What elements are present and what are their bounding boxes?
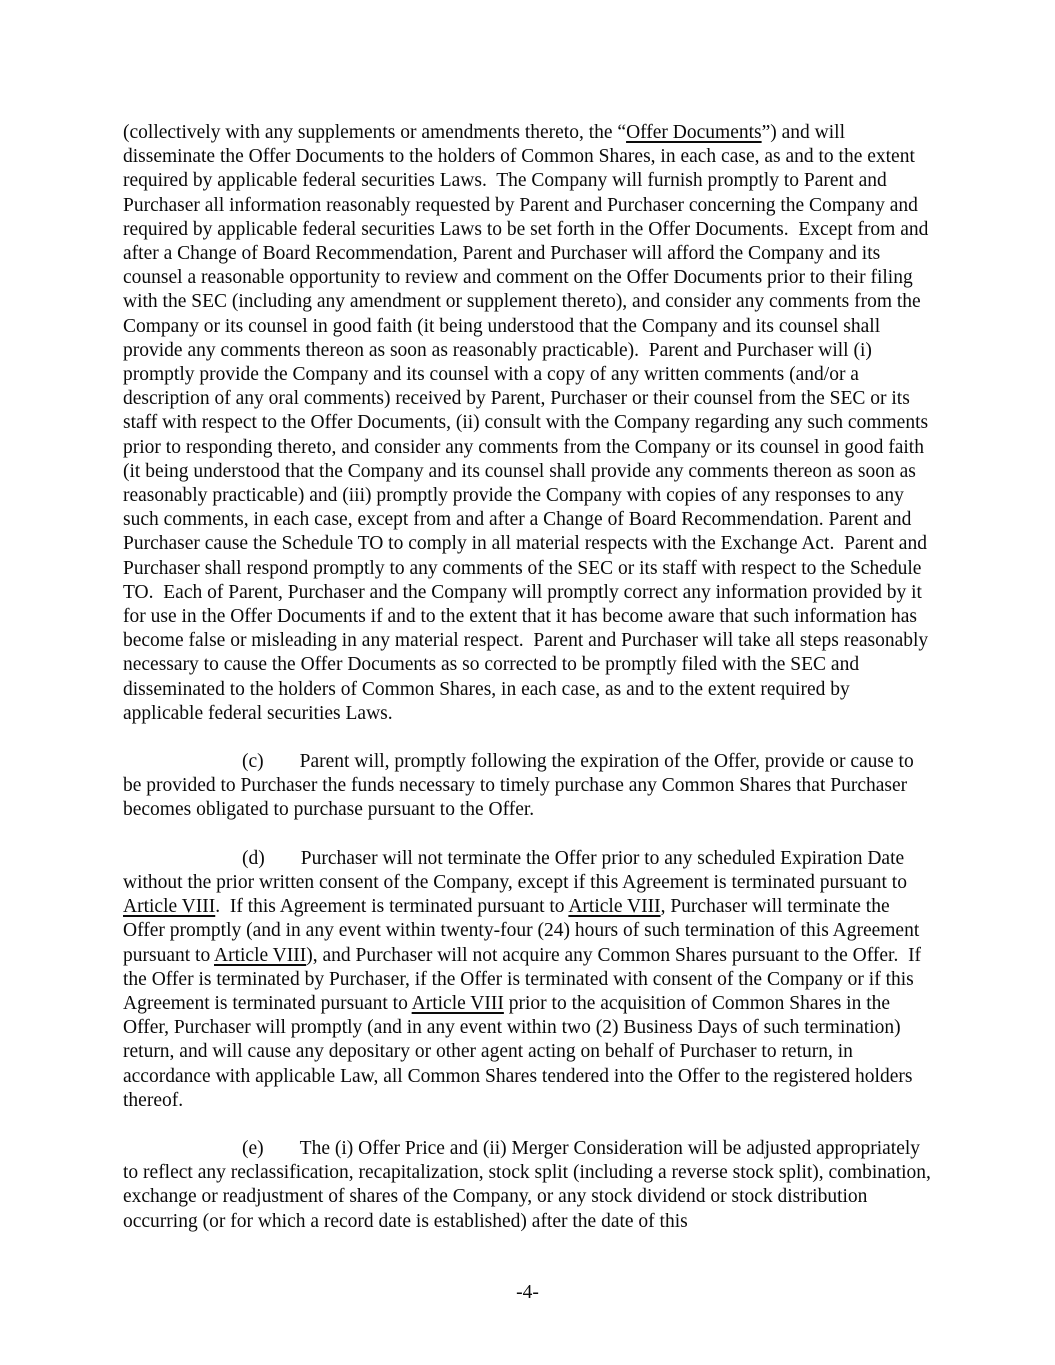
underlined-text: Article VIII xyxy=(568,896,661,918)
paragraph-label: (c) xyxy=(242,751,264,773)
paragraph xyxy=(123,1137,936,1234)
underlined-text: Article VIII xyxy=(123,896,216,918)
text-run: The (i) Offer Price and (ii) Merger Consideration will be adjusted appropriately to reflect any reclassification, recapitalization, stock split (including a reverse stock split), combination, exchange or readjustment of shares of the Company, or any stock dividend or stock distribution occurring (or for which a record date is established) after the date of this xyxy=(123,1137,936,1232)
text-run: ”) and will disseminate the Offer Documents to the holders of Common Shares, in each case, as and to the extent required by applicable federal securities Laws. The Company will furnish promptly to Parent and Purchaser all information reasonably requested by Parent and Purchaser concerning the Company and required by applicable federal securities Laws to be set forth in the Offer Documents. Except from and after a Change of Board Recommendation, Parent and Purchaser will afford the Company and its counsel a reasonable opportunity to review and comment on the Offer Documents prior to their filing with the SEC (including any amendment or supplement thereto), and consider any comments from the Company or its counsel in good faith (it being understood that the Company and its counsel shall provide any comments thereon as soon as reasonably practicable). Parent and Purchaser will (i) promptly provide the Company and its counsel with a copy of any written comments (and/or a description of any oral comments) received by Parent, Purchaser or their counsel from the SEC or its staff with respect to the Offer Documents, (ii) consult with the Company regarding any such comments prior to responding thereto, and consider any comments from the Company or its counsel in good faith (it being understood that the Company and its counsel shall provide any comments thereon as soon as reasonably practicable) and (iii) promptly provide the Company with copies of any responses to any such comments, in each case, except from and after a Change of Board Recommendation. Parent and Purchaser cause the Schedule TO to comply in all material respects with the Exchange Act. Parent and Purchaser shall respond promptly to any comments of the SEC or its staff with respect to the Schedule TO. Each of Parent, Purchaser and the Company will promptly correct any information provided by it for use in the Offer Documents if and to the extent that it has become aware that such information has become false or misleading in any material respect. Parent and Purchaser will take all steps reasonably necessary to cause the Offer Documents as so corrected to be promptly filed with the SEC and disseminated to the holders of Common Shares, in each case, as and to the extent required by applicable federal securities Laws. xyxy=(123,122,934,724)
text-run: . If this Agreement is terminated pursuant to xyxy=(215,896,569,918)
paragraph-label: (d) xyxy=(242,847,265,869)
paragraph xyxy=(123,750,931,823)
text-run: , Purchaser will terminate the Offer promptly (and in any event within twenty-four (24) hours of such termination of this Agreement pursuant to xyxy=(123,896,925,966)
text-run: Purchaser will not terminate the Offer prior to any scheduled Expiration Date without the prior written consent of the Company, except if this Agreement is terminated pursuant to xyxy=(123,847,911,893)
underlined-text: Article VIII xyxy=(411,992,504,1014)
paragraph xyxy=(123,121,934,726)
page-number: -4- xyxy=(516,1282,539,1303)
paragraph-label: (e) xyxy=(242,1137,264,1159)
text-run: Parent will, promptly following the expiration of the Offer, provide or cause to be provided to Purchaser the funds necessary to timely purchase any Common Shares that Purchaser becomes obligated to purchase pursuant to the Offer. xyxy=(123,751,919,821)
text-run: ), and Purchaser will not acquire any Common Shares pursuant to the Offer. If the Offer is terminated by Purchaser, if the Offer is terminated with consent of the Company or if this Agreement is terminated pursuant to xyxy=(123,944,926,1014)
underlined-text: Article VIII xyxy=(214,944,307,966)
document-body xyxy=(123,121,936,1234)
text-run: prior to the acquisition of Common Shares in the Offer, Purchaser will promptly (and in any event within two (2) Business Days of such termination) return, and will cause any depositary or other agent acting on behalf of Purchaser to return, in accordance with applicable Law, all Common Shares tendered into the Offer to the registered holders thereof. xyxy=(123,992,918,1111)
paragraph xyxy=(123,847,931,1113)
text-run: (collectively with any supplements or amendments thereto, the “ xyxy=(123,122,627,143)
underlined-text: Offer Documents xyxy=(626,122,762,143)
